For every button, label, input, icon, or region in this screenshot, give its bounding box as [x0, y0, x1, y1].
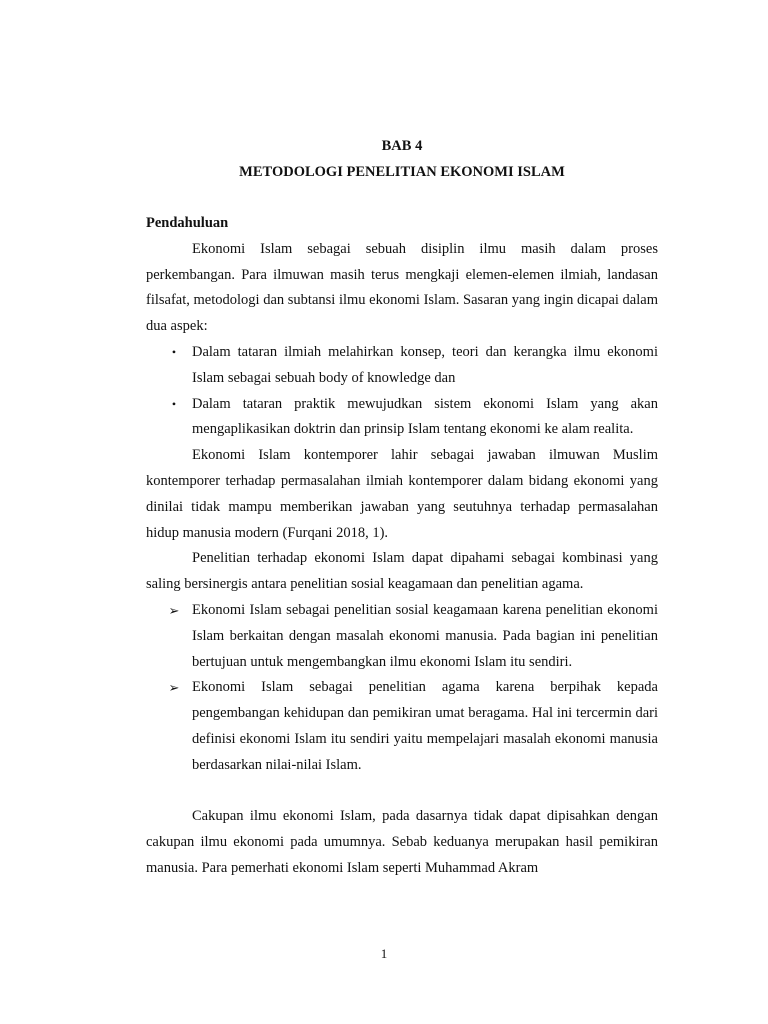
arrow-item: [146, 598, 658, 675]
bullet-marker: •: [171, 344, 177, 359]
arrow-list: [146, 598, 658, 779]
paragraph-scope: Cakupan ilmu ekonomi Islam, pada dasarnya tidak dapat dipisahkan dengan cakupan ilmu ekonomi pada umumnya. Sebab keduanya merupakan hasil pemikiran manusia. Para pemerhati ekonomi Islam seperti Muhammad Akram: [146, 808, 658, 876]
chapter-number: BAB 4: [381, 138, 423, 154]
bullet-item: [146, 340, 658, 392]
section-heading: Pendahuluan: [146, 215, 229, 231]
paragraph-research: Penelitian terhadap ekonomi Islam dapat dipahami sebagai kombinasi yang saling bersinergis antara penelitian sosial keagamaan dan penelitian agama.: [146, 550, 658, 593]
arrow-marker-icon: ➢: [168, 680, 180, 696]
document-body: [146, 211, 658, 882]
chapter-title: METODOLOGI PENELITIAN EKONOMI ISLAM: [239, 164, 565, 180]
arrow-marker-icon: ➢: [168, 602, 180, 618]
arrow-text: Ekonomi Islam sebagai penelitian agama karena berpihak kepada pengembangan kehidupan dan pemikiran umat beragama. Hal ini tercermin dari definisi ekonomi Islam itu sendiri yaitu mempelajari masalah ekonomi manusia berdasarkan nilai-nilai Islam.: [192, 679, 658, 773]
paragraph-spacer: [146, 779, 658, 805]
bullet-text: Dalam tataran ilmiah melahirkan konsep, teori dan kerangka ilmu ekonomi Islam sebagai sebuah body of knowledge dan: [192, 343, 658, 386]
bullet-item: [146, 392, 658, 444]
arrow-text: Ekonomi Islam sebagai penelitian sosial keagamaan karena penelitian ekonomi Islam berkaitan dengan masalah ekonomi manusia. Pada bagian ini penelitian bertujuan untuk mengembangkan ilmu ekonomi Islam itu sendiri.: [192, 601, 658, 670]
bullet-marker: •: [171, 396, 177, 411]
arrow-item: [146, 675, 658, 778]
chapter-header: [146, 137, 658, 181]
paragraph-contemporary: Ekonomi Islam kontemporer lahir sebagai jawaban ilmuwan Muslim kontemporer terhadap permasalahan ilmiah kontemporer dalam bidang ekonomi yang dinilai tidak mampu memberikan jawaban yang seutuhnya terhadap permasalahan hidup manusia modern (Furqani 2018, 1).: [146, 447, 658, 541]
paragraph-intro: Ekonomi Islam sebagai sebuah disiplin ilmu masih dalam proses perkembangan. Para ilmuwan masih terus mengkaji elemen-elemen ilmiah, landasan filsafat, metodologi dan subtansi ilmu ekonomi Islam. Sasaran yang ingin dicapai dalam dua aspek:: [146, 240, 658, 335]
page-number: 1: [380, 946, 388, 961]
bullet-list: [146, 340, 658, 443]
bullet-text: Dalam tataran praktik mewujudkan sistem ekonomi Islam yang akan mengaplikasikan doktrin dan prinsip Islam tentang ekonomi ke alam realita.: [192, 395, 658, 438]
